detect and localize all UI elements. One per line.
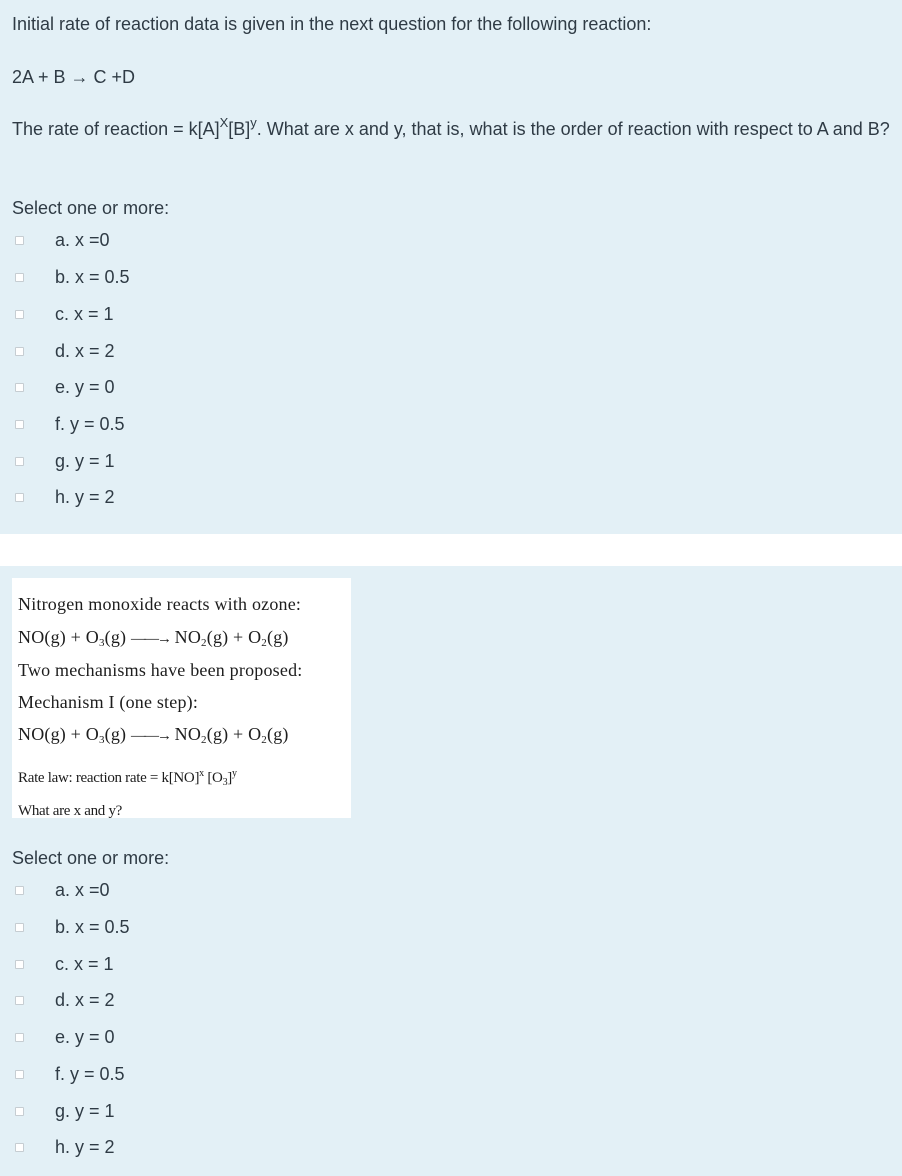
option-checkbox[interactable] xyxy=(15,273,24,282)
option-f[interactable] xyxy=(0,1061,400,1091)
option-checkbox[interactable] xyxy=(15,1143,24,1152)
reaction-arrow: ——→ xyxy=(130,631,170,647)
image-line-1: Nitrogen monoxide reacts with ozone: xyxy=(18,594,302,614)
option-e[interactable] xyxy=(0,374,400,404)
rate-suffix: . What are x and y, that is, what is the order of reaction with respect to A and B? xyxy=(256,119,890,139)
option-d[interactable] xyxy=(0,987,400,1017)
option-g[interactable] xyxy=(0,1098,400,1128)
rate-prefix: The rate of reaction = k[A] xyxy=(12,119,220,139)
image-subscript: 2 xyxy=(201,734,207,746)
option-c[interactable] xyxy=(0,301,400,331)
option-label: c. x = 1 xyxy=(55,304,114,324)
option-label: e. y = 0 xyxy=(55,1027,115,1047)
image-line-4: Mechanism I (one step): xyxy=(18,692,199,712)
option-label: g. y = 1 xyxy=(55,1101,115,1121)
option-d[interactable] xyxy=(0,338,400,368)
option-checkbox[interactable] xyxy=(15,996,24,1005)
rate-mid: [B] xyxy=(228,119,251,139)
image-subscript: 2 xyxy=(261,637,267,649)
option-label: g. y = 1 xyxy=(55,451,115,471)
option-checkbox[interactable] xyxy=(15,420,24,429)
option-b[interactable] xyxy=(0,264,400,294)
question-image xyxy=(12,578,351,818)
option-label: f. y = 0.5 xyxy=(55,1064,125,1084)
option-label: c. x = 1 xyxy=(55,954,114,974)
option-label: h. y = 2 xyxy=(55,487,115,507)
image-line-3: Two mechanisms have been proposed: xyxy=(18,660,303,680)
option-checkbox[interactable] xyxy=(15,960,24,969)
option-b[interactable] xyxy=(0,914,400,944)
option-label: f. y = 0.5 xyxy=(55,414,125,434)
option-h[interactable] xyxy=(0,484,400,514)
image-text: Rate law: reaction rate = k[NO] xyxy=(18,770,200,786)
option-checkbox[interactable] xyxy=(15,347,24,356)
option-e[interactable] xyxy=(0,1024,400,1054)
rate-exponent-x: X xyxy=(219,115,229,130)
option-checkbox[interactable] xyxy=(15,1107,24,1116)
image-text: (g) xyxy=(104,627,127,647)
image-text: NO xyxy=(174,627,202,647)
option-checkbox[interactable] xyxy=(15,923,24,932)
image-superscript: x xyxy=(199,768,204,779)
question-1-panel xyxy=(0,0,902,534)
select-label: Select one or more: xyxy=(12,198,170,218)
option-label: b. x = 0.5 xyxy=(55,917,130,937)
image-text: NO(g) + O xyxy=(18,724,99,744)
option-a[interactable] xyxy=(0,877,400,907)
rate-exponent-y: y xyxy=(250,115,257,130)
image-subscript: 2 xyxy=(261,734,267,746)
option-checkbox[interactable] xyxy=(15,1070,24,1079)
image-text: [O xyxy=(203,770,223,786)
image-subscript: 2 xyxy=(201,637,207,649)
option-label: a. x =0 xyxy=(55,230,110,250)
option-g[interactable] xyxy=(0,448,400,478)
image-text: (g) + O xyxy=(206,627,262,647)
option-label: d. x = 2 xyxy=(55,341,115,361)
option-f[interactable] xyxy=(0,411,400,441)
option-checkbox[interactable] xyxy=(15,383,24,392)
option-a[interactable] xyxy=(0,227,400,257)
image-subscript: 3 xyxy=(98,734,105,746)
question-1-text xyxy=(12,116,897,142)
image-line-2 xyxy=(18,625,289,651)
option-label: b. x = 0.5 xyxy=(55,267,130,287)
image-text: (g) + O xyxy=(206,724,262,744)
option-label: h. y = 2 xyxy=(55,1137,115,1157)
option-checkbox[interactable] xyxy=(15,236,24,245)
rate-law-line xyxy=(18,766,237,790)
option-label: e. y = 0 xyxy=(55,377,115,397)
image-text: (g) xyxy=(267,724,289,744)
option-label: a. x =0 xyxy=(55,880,110,900)
option-checkbox[interactable] xyxy=(15,493,24,502)
reaction-arrow: ——→ xyxy=(130,728,170,744)
question-2-panel xyxy=(0,566,902,1176)
option-checkbox[interactable] xyxy=(15,457,24,466)
image-text: (g) xyxy=(267,627,289,647)
option-label: d. x = 2 xyxy=(55,990,115,1010)
image-subscript: 3 xyxy=(98,637,105,649)
image-text: ] xyxy=(227,770,232,786)
option-checkbox[interactable] xyxy=(15,1033,24,1042)
image-subscript: 3 xyxy=(222,777,228,788)
option-h[interactable] xyxy=(0,1134,400,1164)
image-line-5 xyxy=(18,722,289,748)
option-c[interactable] xyxy=(0,951,400,981)
image-text: NO(g) + O xyxy=(18,627,99,647)
option-checkbox[interactable] xyxy=(15,310,24,319)
reaction-equation: 2A + B → C +D xyxy=(12,67,136,87)
option-checkbox[interactable] xyxy=(15,886,24,895)
image-text: (g) xyxy=(104,724,127,744)
image-text: NO xyxy=(174,724,202,744)
image-question: What are x and y? xyxy=(18,803,123,819)
image-superscript: y xyxy=(231,768,237,779)
question-1-intro: Initial rate of reaction data is given in the next question for the following reaction: xyxy=(12,14,652,34)
select-label: Select one or more: xyxy=(12,848,170,868)
